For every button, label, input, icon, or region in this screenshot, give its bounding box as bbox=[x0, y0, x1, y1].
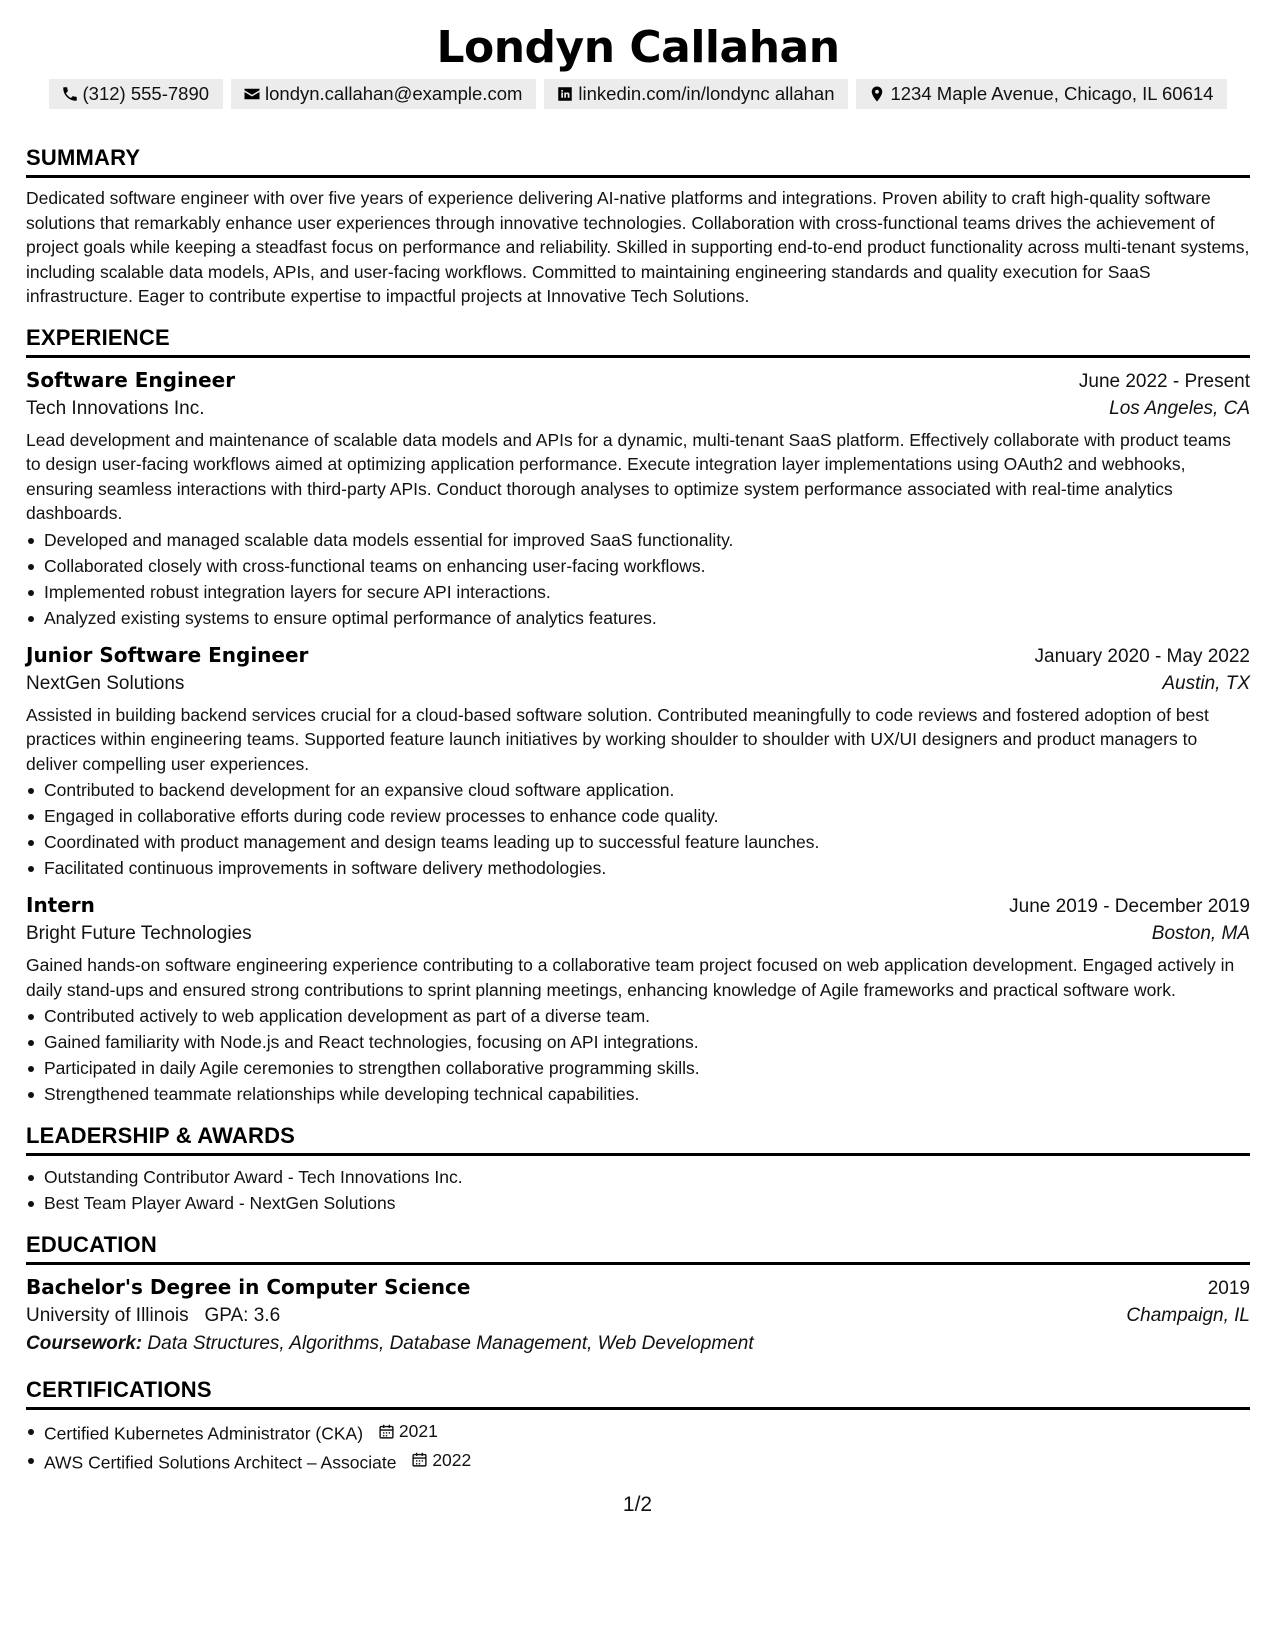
job-dates: June 2019 - December 2019 bbox=[1009, 896, 1250, 917]
list-item bbox=[26, 1447, 1250, 1476]
phone-text: (312) 555-7890 bbox=[82, 83, 210, 104]
job-company: Bright Future Technologies bbox=[26, 923, 252, 944]
contact-address[interactable] bbox=[856, 79, 1227, 109]
cert-year: 2022 bbox=[432, 1449, 472, 1470]
list-item: Strengthened teammate relationships while developing technical capabilities. bbox=[26, 1081, 1250, 1107]
job-title: Junior Software Engineer bbox=[26, 642, 309, 667]
coursework-list: Data Structures, Algorithms, Database Management, Web Development bbox=[147, 1333, 754, 1354]
cert-name: AWS Certified Solutions Architect – Associate bbox=[44, 1452, 397, 1472]
list-item: Contributed actively to web application development as part of a diverse team. bbox=[26, 1003, 1250, 1029]
email-text: londyn.callahan@example.com bbox=[265, 83, 523, 104]
cert-date bbox=[378, 1418, 438, 1444]
job-title: Software Engineer bbox=[26, 367, 236, 392]
summary-text: Dedicated software engineer with over five years of experience delivering AI-native platforms and integrations. Proven ability to craft high-quality software solutions that remarkably enhance user experiences through innovative technologies. Collaboration with cross-functional teams drives the achievement of project goals while keeping a steadfast focus on performance and reliability. Skilled in supporting end-to-end product functionality across multi-tenant systems, including scalable data models, APIs, and user-facing workflows. Committed to maintaining engineering standards and quality execution for SaaS infrastructure. Eager to contribute expertise to impactful projects at Innovative Tech Solutions. bbox=[26, 188, 1250, 306]
coursework bbox=[26, 1333, 1250, 1355]
job-description: Gained hands-on software engineering experience contributing to a collaborative team project focused on web application development. Engaged actively in daily stand-ups and ensured strong contributions to sprint planning meetings, enhancing knowledge of Agile frameworks and practical software work. bbox=[26, 955, 1235, 1000]
cert-name: Certified Kubernetes Administrator (CKA) bbox=[44, 1423, 364, 1444]
address-text: 1234 Maple Avenue, Chicago, IL 60614 bbox=[890, 83, 1214, 104]
list-item: Implemented robust integration layers for secure API interactions. bbox=[26, 579, 1250, 605]
candidate-name: Londyn Callahan bbox=[436, 22, 840, 73]
cert-date bbox=[411, 1447, 471, 1473]
school-info bbox=[26, 1305, 280, 1327]
job-bullets bbox=[26, 1003, 1250, 1107]
list-item: Gained familiarity with Node.js and React technologies, focusing on API integrations. bbox=[26, 1029, 1250, 1055]
job-bullets bbox=[26, 527, 1250, 631]
leadership-heading: LEADERSHIP & AWARDS bbox=[26, 1123, 1250, 1156]
list-item: Collaborated closely with cross-functional teams on enhancing user-facing workflows. bbox=[26, 553, 1250, 579]
job-entry bbox=[26, 893, 1250, 1107]
list-item: Facilitated continuous improvements in software delivery methodologies. bbox=[26, 855, 1250, 881]
list-item: Developed and managed scalable data models essential for improved SaaS functionality. bbox=[26, 527, 1250, 553]
phone-icon bbox=[61, 85, 79, 103]
certifications-section bbox=[26, 1377, 1250, 1475]
experience-heading: EXPERIENCE bbox=[26, 325, 1250, 358]
degree-title: Bachelor's Degree in Computer Science bbox=[26, 1275, 471, 1299]
job-description: Assisted in building backend services crucial for a cloud-based software solution. Contributed meaningfully to code reviews and fostered adoption of best practices within engineering teams. Supported feature launch initiatives by working shoulder to shoulder with UX/UI designers and product managers to deliver compelling user experiences. bbox=[26, 704, 1209, 774]
list-item: Contributed to backend development for an expansive cloud software application. bbox=[26, 777, 1250, 803]
contact-linkedin[interactable] bbox=[544, 79, 848, 109]
job-entry bbox=[26, 368, 1250, 631]
certifications-heading: CERTIFICATIONS bbox=[26, 1377, 1250, 1410]
list-item: Outstanding Contributor Award - Tech Innovations Inc. bbox=[26, 1164, 1250, 1190]
certifications-list bbox=[26, 1418, 1250, 1475]
page-number: 1/2 bbox=[622, 1493, 653, 1516]
cert-year: 2021 bbox=[398, 1421, 438, 1441]
job-location: Boston, MA bbox=[1151, 923, 1250, 944]
experience-section bbox=[26, 325, 1250, 1108]
list-item: Best Team Player Award - NextGen Solutions bbox=[26, 1190, 1250, 1216]
job-location: Los Angeles, CA bbox=[1109, 397, 1250, 419]
list-item: Engaged in collaborative efforts during code review processes to enhance code quality. bbox=[26, 803, 1250, 829]
calendar-icon bbox=[411, 1451, 428, 1468]
education-heading: EDUCATION bbox=[26, 1232, 1250, 1265]
envelope-icon bbox=[243, 85, 261, 103]
leadership-section bbox=[26, 1123, 1250, 1216]
job-location: Austin, TX bbox=[1162, 672, 1250, 694]
map-pin-icon bbox=[868, 85, 886, 103]
resume-page bbox=[26, 0, 1250, 1475]
job-dates: June 2022 - Present bbox=[1078, 370, 1250, 392]
job-company: Tech Innovations Inc. bbox=[26, 397, 205, 419]
contact-bar bbox=[26, 79, 1250, 109]
job-description: Lead development and maintenance of scalable data models and APIs for a dynamic, multi-tenant SaaS platform. Effectively collaborate with product teams to design user-facing workflows aimed at optimizing application performance. Execute integration layer implementations using OAuth2 and webhooks, ensuring seamless interactions with third-party APIs. Conduct thorough analyses to optimize system performance associated with real-time analytics dashboards. bbox=[26, 429, 1231, 523]
coursework-label: Coursework: bbox=[26, 1333, 143, 1354]
school-name: University of Illinois bbox=[26, 1305, 189, 1326]
linkedin-icon bbox=[556, 85, 574, 103]
contact-phone[interactable] bbox=[49, 79, 224, 109]
education-section bbox=[26, 1232, 1250, 1355]
list-item: Coordinated with product management and design teams leading up to successful feature launches. bbox=[26, 829, 1250, 855]
school-location: Champaign, IL bbox=[1126, 1305, 1250, 1326]
job-entry bbox=[26, 643, 1250, 882]
calendar-icon bbox=[378, 1423, 395, 1440]
list-item: Participated in daily Agile ceremonies to strengthen collaborative programming skills. bbox=[26, 1055, 1250, 1081]
job-bullets bbox=[26, 777, 1250, 881]
graduation-year: 2019 bbox=[1207, 1278, 1250, 1299]
awards-list bbox=[26, 1164, 1250, 1216]
contact-email[interactable] bbox=[231, 79, 536, 109]
list-item bbox=[26, 1418, 1250, 1447]
job-dates: January 2020 - May 2022 bbox=[1034, 645, 1250, 667]
summary-section bbox=[26, 145, 1250, 309]
list-item: Analyzed existing systems to ensure optimal performance of analytics features. bbox=[26, 605, 1250, 631]
linkedin-text: linkedin.com/in/londync allahan bbox=[578, 83, 835, 104]
job-company: NextGen Solutions bbox=[26, 672, 185, 694]
summary-heading: SUMMARY bbox=[26, 145, 1250, 178]
gpa: GPA: 3.6 bbox=[204, 1305, 281, 1326]
job-title: Intern bbox=[26, 893, 95, 917]
